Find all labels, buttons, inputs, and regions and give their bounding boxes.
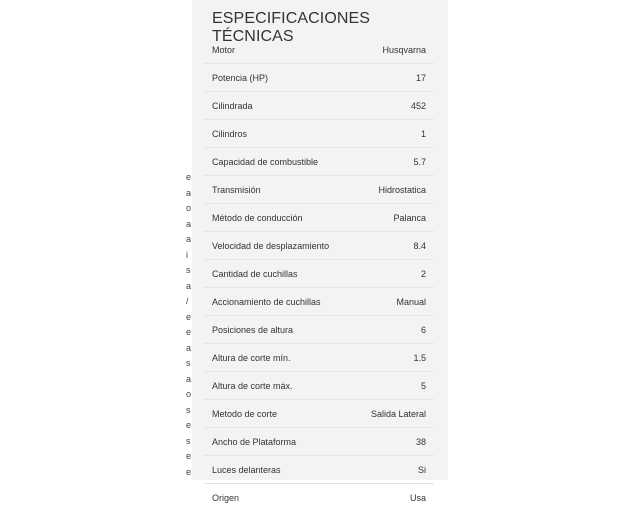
clipped-char: a (186, 232, 196, 248)
spec-value: Salida Lateral (342, 400, 434, 428)
spec-row-cantidad-cuchillas (204, 260, 434, 288)
spec-row-transmision (204, 176, 434, 204)
spec-row-capacidad-combustible (204, 148, 434, 176)
clipped-char: s (186, 434, 196, 450)
spec-value: 1.5 (342, 344, 434, 372)
clipped-char: a (186, 186, 196, 202)
spec-label: Transmisión (204, 176, 342, 204)
clipped-char: i (186, 248, 196, 264)
spec-label: Motor (204, 36, 342, 64)
spec-label: Origen (204, 484, 342, 511)
spec-value: 5.7 (342, 148, 434, 176)
spec-row-posiciones-altura (204, 316, 434, 344)
spec-label: Ancho de Plataforma (204, 428, 342, 456)
spec-value: 452 (342, 92, 434, 120)
spec-row-metodo-corte (204, 400, 434, 428)
clipped-char: e (186, 465, 196, 481)
spec-label: Accionamiento de cuchillas (204, 288, 342, 316)
spec-value: 38 (342, 428, 434, 456)
spec-value: Manual (342, 288, 434, 316)
spec-row-motor (204, 36, 434, 64)
clipped-char: e (186, 310, 196, 326)
spec-value: Hidrostatica (342, 176, 434, 204)
spec-row-ancho-plataforma (204, 428, 434, 456)
clipped-char: e (186, 418, 196, 434)
spec-row-luces (204, 456, 434, 484)
spec-value: 17 (342, 64, 434, 92)
spec-row-origen (204, 484, 434, 511)
spec-row-altura-max (204, 372, 434, 400)
clipped-char: e (186, 170, 196, 186)
spec-value: Si (342, 456, 434, 484)
spec-label: Altura de corte mín. (204, 344, 342, 372)
spec-label: Cilindrada (204, 92, 342, 120)
spec-label: Método de conducción (204, 204, 342, 232)
clipped-char: a (186, 279, 196, 295)
spec-value: 1 (342, 120, 434, 148)
clipped-char: a (186, 372, 196, 388)
clipped-char: e (186, 325, 196, 341)
specs-table (204, 36, 434, 511)
clipped-char: s (186, 356, 196, 372)
spec-row-potencia (204, 64, 434, 92)
spec-label: Luces delanteras (204, 456, 342, 484)
spec-label: Altura de corte máx. (204, 372, 342, 400)
clipped-char: o (186, 201, 196, 217)
spec-row-cilindros (204, 120, 434, 148)
spec-value: 6 (342, 316, 434, 344)
specs-panel (192, 0, 448, 480)
clipped-char: s (186, 403, 196, 419)
spec-value: 5 (342, 372, 434, 400)
spec-row-cilindrada (204, 92, 434, 120)
clipped-char: e (186, 449, 196, 465)
clipped-char: o (186, 387, 196, 403)
spec-label: Metodo de corte (204, 400, 342, 428)
section-title: ESPECIFICACIONES TÉCNICAS (212, 10, 448, 46)
clipped-char: a (186, 341, 196, 357)
clipped-char: / (186, 294, 196, 310)
clipped-char: s (186, 263, 196, 279)
spec-value: Palanca (342, 204, 434, 232)
clipped-char: a (186, 217, 196, 233)
spec-row-metodo-conduccion (204, 204, 434, 232)
spec-label: Velocidad de desplazamiento (204, 232, 342, 260)
spec-label: Cilindros (204, 120, 342, 148)
spec-row-accionamiento-cuchillas (204, 288, 434, 316)
spec-value: Husqvarna (342, 36, 434, 64)
spec-value: 8.4 (342, 232, 434, 260)
spec-label: Capacidad de combustible (204, 148, 342, 176)
spec-value: 2 (342, 260, 434, 288)
spec-row-velocidad (204, 232, 434, 260)
spec-row-altura-min (204, 344, 434, 372)
spec-label: Potencia (HP) (204, 64, 342, 92)
spec-value: Usa (342, 484, 434, 511)
spec-label: Posiciones de altura (204, 316, 342, 344)
spec-label: Cantidad de cuchillas (204, 260, 342, 288)
